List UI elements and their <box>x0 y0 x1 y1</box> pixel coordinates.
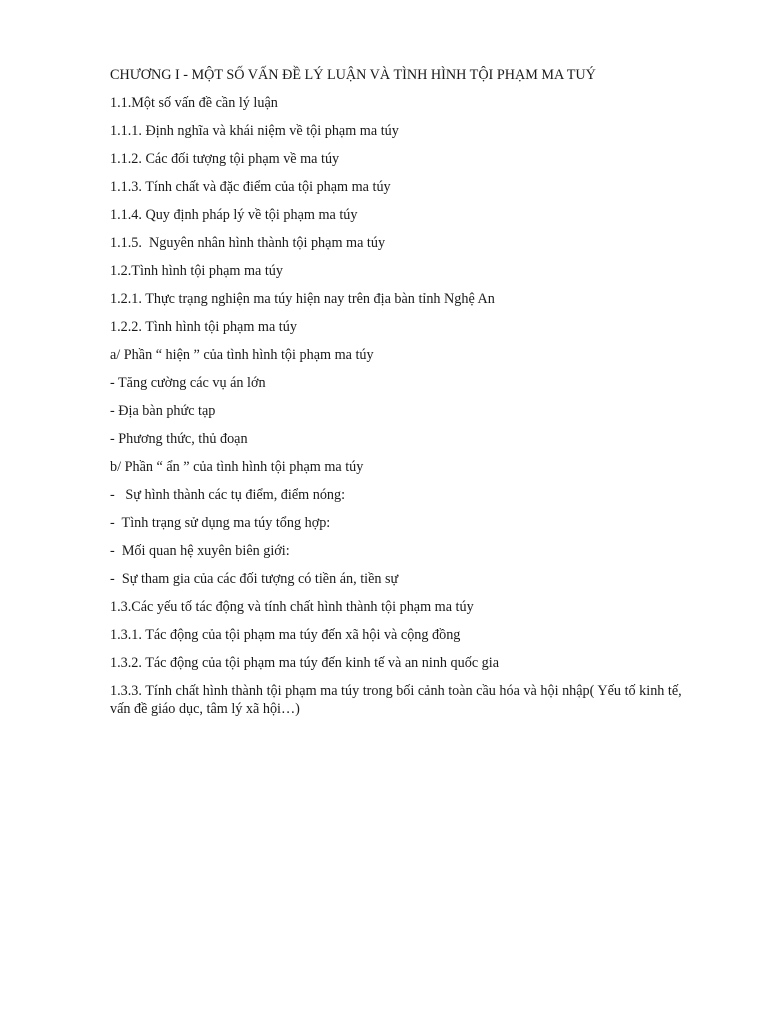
list-item: - Sự hình thành các tụ điểm, điểm nóng: <box>110 487 346 503</box>
list-item: - Mối quan hệ xuyên biên giới: <box>110 543 290 559</box>
document-body <box>110 66 700 728</box>
list-item: - Tình trạng sử dụng ma túy tổng hợp: <box>110 515 331 531</box>
list-item: - Địa bàn phức tạp <box>110 403 216 419</box>
subsection-heading: 1.1.3. Tính chất và đặc điểm của tội phạm ma túy <box>110 179 391 195</box>
chapter-title: CHƯƠNG I - MỘT SỐ VẤN ĐỀ LÝ LUẬN VÀ TÌNH HÌNH TỘI PHẠM MA TUÝ <box>110 67 596 83</box>
list-item: - Tăng cường các vụ án lớn <box>110 375 266 391</box>
section-heading: 1.2.Tình hình tội phạm ma túy <box>110 263 283 279</box>
list-group-heading: a/ Phần “ hiện ” của tình hình tội phạm ma túy <box>110 347 374 363</box>
list-item: - Phương thức, thủ đoạn <box>110 431 248 447</box>
subsection-heading: 1.1.5. Nguyên nhân hình thành tội phạm ma túy <box>110 235 386 251</box>
list-group-heading: b/ Phần “ ẩn ” của tình hình tội phạm ma túy <box>110 459 364 475</box>
section-heading: 1.1.Một số vấn đề cần lý luận <box>110 95 278 111</box>
list-item: - Sự tham gia của các đối tượng có tiền án, tiền sự <box>110 571 399 587</box>
subsection-heading: 1.3.3. Tính chất hình thành tội phạm ma túy trong bối cảnh toàn cầu hóa và hội nhập( Yếu tố kinh tế, vấn đề giáo dục, tâm lý xã hội…) <box>110 683 686 717</box>
section-heading: 1.3.Các yếu tố tác động và tính chất hình thành tội phạm ma túy <box>110 599 474 615</box>
subsection-heading: 1.1.2. Các đối tượng tội phạm về ma túy <box>110 151 340 167</box>
subsection-heading: 1.1.1. Định nghĩa và khái niệm về tội phạm ma túy <box>110 123 399 139</box>
subsection-heading: 1.3.2. Tác động của tội phạm ma túy đến kinh tế và an ninh quốc gia <box>110 655 500 671</box>
subsection-heading: 1.1.4. Quy định pháp lý về tội phạm ma túy <box>110 207 358 223</box>
subsection-heading: 1.2.2. Tình hình tội phạm ma túy <box>110 319 297 335</box>
subsection-heading: 1.2.1. Thực trạng nghiện ma túy hiện nay trên địa bàn tỉnh Nghệ An <box>110 291 495 307</box>
subsection-heading: 1.3.1. Tác động của tội phạm ma túy đến xã hội và cộng đồng <box>110 627 461 643</box>
